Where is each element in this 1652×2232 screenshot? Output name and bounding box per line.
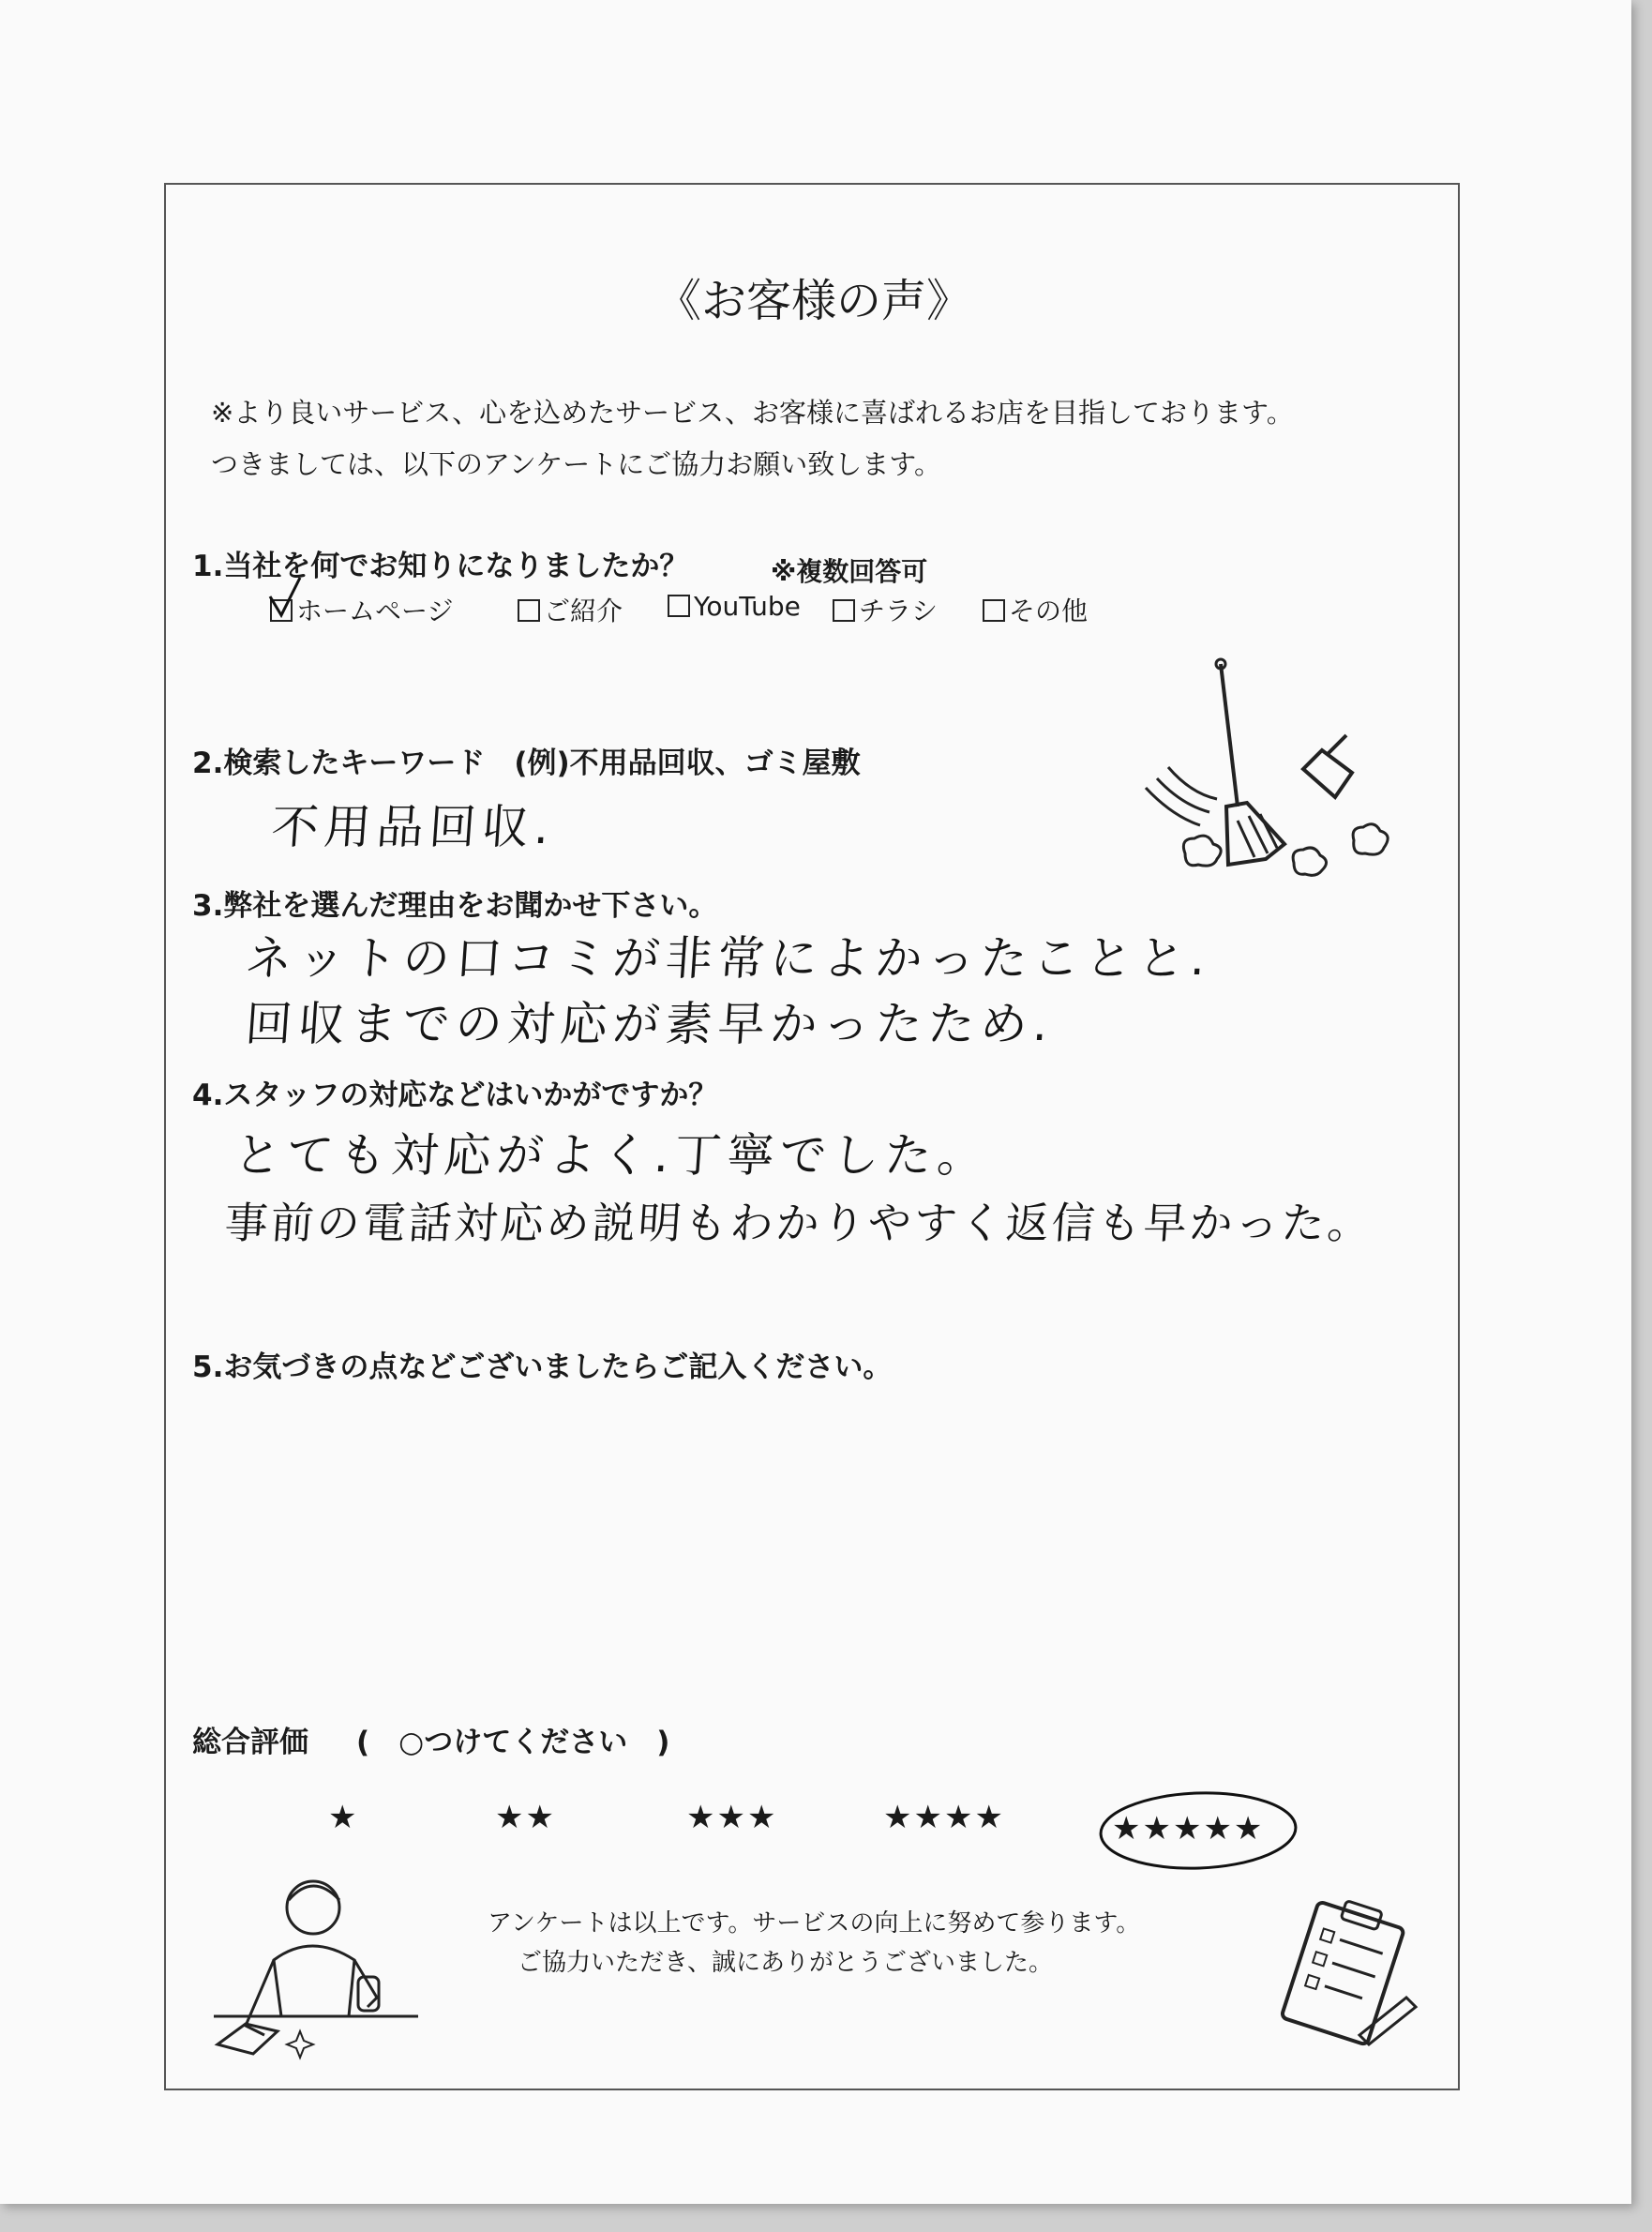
question-2-answer: 不用品回収. xyxy=(269,800,557,854)
intro-line-1: ※より良いサービス、心を込めたサービス、お客様に喜ばれるお店を目指しております。 xyxy=(211,397,1294,429)
option-flyer[interactable] xyxy=(833,591,938,628)
footer-line-2: ご協力いただき、誠にありがとうございました。 xyxy=(518,1949,1053,1977)
page-title: 《お客様の声》 xyxy=(656,275,972,327)
question-3-answer-line-1: ネットの口コミが非常によかったことと. xyxy=(243,931,1213,986)
option-other-label: その他 xyxy=(1009,596,1089,626)
option-other[interactable] xyxy=(983,591,1088,628)
checkbox-referral[interactable] xyxy=(518,599,540,622)
broom-dustpan-icon xyxy=(1134,656,1406,891)
question-5-label: 5.お気づきの点などございましたらご記入ください。 xyxy=(192,1350,893,1384)
clipboard-checklist-icon xyxy=(1266,1894,1425,2054)
option-flyer-label: チラシ xyxy=(859,596,939,626)
option-youtube-label: YouTube xyxy=(694,591,801,622)
option-youtube[interactable] xyxy=(668,591,801,622)
checkmark-icon xyxy=(266,574,304,621)
rating-instruction: ( ○つけてください ) xyxy=(356,1726,670,1759)
question-4-label: 4.スタッフの対応などはいかがですか？ xyxy=(192,1078,718,1112)
rating-option-4[interactable]: ★★★★ xyxy=(883,1799,1005,1836)
question-3-answer-line-2: 回収までの対応が素早かったため. xyxy=(243,997,1056,1051)
cleaning-person-icon xyxy=(208,1866,424,2063)
rating-option-2[interactable]: ★★ xyxy=(495,1799,556,1836)
question-4-answer-line-2: 事前の電話対応め説明もわかりやすく返信も早かった。 xyxy=(222,1198,1375,1248)
checkbox-flyer[interactable] xyxy=(833,599,855,622)
checkbox-youtube[interactable] xyxy=(668,595,690,617)
question-3-label: 3.弊社を選んだ理由をお聞かせ下さい。 xyxy=(192,889,718,923)
question-2-label: 2.検索したキーワード (例)不用品回収、ゴミ屋敷 xyxy=(192,747,861,780)
selection-circle-icon xyxy=(1095,1784,1301,1878)
checkbox-other[interactable] xyxy=(983,599,1005,622)
question-4-answer-line-1: とても対応がよく.丁寧でした。 xyxy=(232,1128,992,1183)
rating-option-1[interactable]: ★ xyxy=(328,1799,359,1836)
intro-line-2: つきましては、以下のアンケートにご協力お願い致します。 xyxy=(211,448,941,480)
rating-option-5[interactable]: ★★★★★ xyxy=(1112,1810,1265,1847)
option-homepage-label: ホームページ xyxy=(296,596,454,626)
footer-line-1: アンケートは以上です。サービスの向上に努めて参ります。 xyxy=(488,1909,1141,1938)
question-1-label: 1.当社を何でお知りになりましたか？ xyxy=(192,550,689,583)
option-referral-label: ご紹介 xyxy=(544,596,623,626)
rating-label: 総合評価 xyxy=(192,1726,308,1759)
option-referral[interactable] xyxy=(518,591,623,628)
rating-option-3[interactable]: ★★★ xyxy=(686,1799,778,1836)
question-1-note: ※複数回答可 xyxy=(771,556,928,587)
